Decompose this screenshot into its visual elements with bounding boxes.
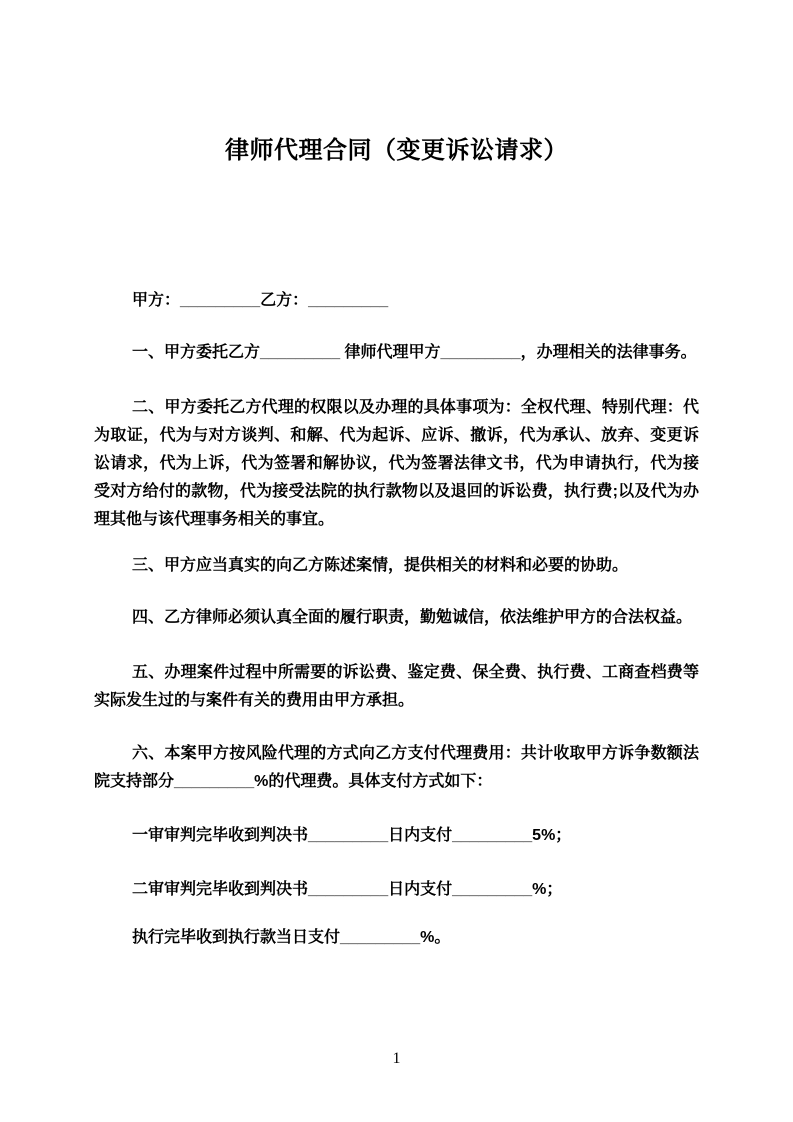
parties-line: 甲方：_________乙方：_________: [132, 292, 389, 309]
document-title: 律师代理合同（变更诉讼请求）: [225, 137, 568, 164]
clause-5-case-expenses: 五、办理案件过程中所需要的诉讼费、鉴定费、保全费、执行费、工商查档费等实际发生过的与案件有关的费用由甲方承担。: [94, 664, 699, 709]
clause-1-entrustment: 一、甲方委托乙方_________ 律师代理甲方_________，办理相关的法律事务。: [132, 344, 697, 361]
clause-6-risk-agency-fee: 六、本案甲方按风险代理的方式向乙方支付代理费用：共计收取甲方诉争数额法院支持部分_________%的代理费。具体支付方式如下：: [94, 745, 699, 790]
payment-line-enforcement: 执行完毕收到执行款当日支付_________%。: [132, 929, 451, 946]
payment-line-first-instance: 一审审判完毕收到判决书_________日内支付_________5%；: [132, 827, 572, 844]
payment-line-second-instance: 二审审判完毕收到判决书_________日内支付_________%；: [132, 881, 563, 898]
clause-2-scope-of-authority: 二、甲方委托乙方代理的权限以及办理的具体事项为：全权代理、特别代理：代为取证，代为与对方谈判、和解、代为起诉、应诉、撤诉，代为承认、放弃、变更诉讼请求，代为上诉，代为签署和解协议，代为签署法律文书，代为申请执行，代为接受对方给付的款物，代为接受法院的执行款物以及退回的诉讼费，执行费;以及代为办理其他与该代理事务相关的事宜。: [94, 399, 699, 528]
clause-4-lawyer-obligations: 四、乙方律师必须认真全面的履行职责，勤勉诚信，依法维护甲方的合法权益。: [132, 609, 693, 626]
page-number: 1: [392, 1050, 401, 1067]
clause-3-client-obligations: 三、甲方应当真实的向乙方陈述案情，提供相关的材料和必要的协助。: [132, 557, 629, 574]
